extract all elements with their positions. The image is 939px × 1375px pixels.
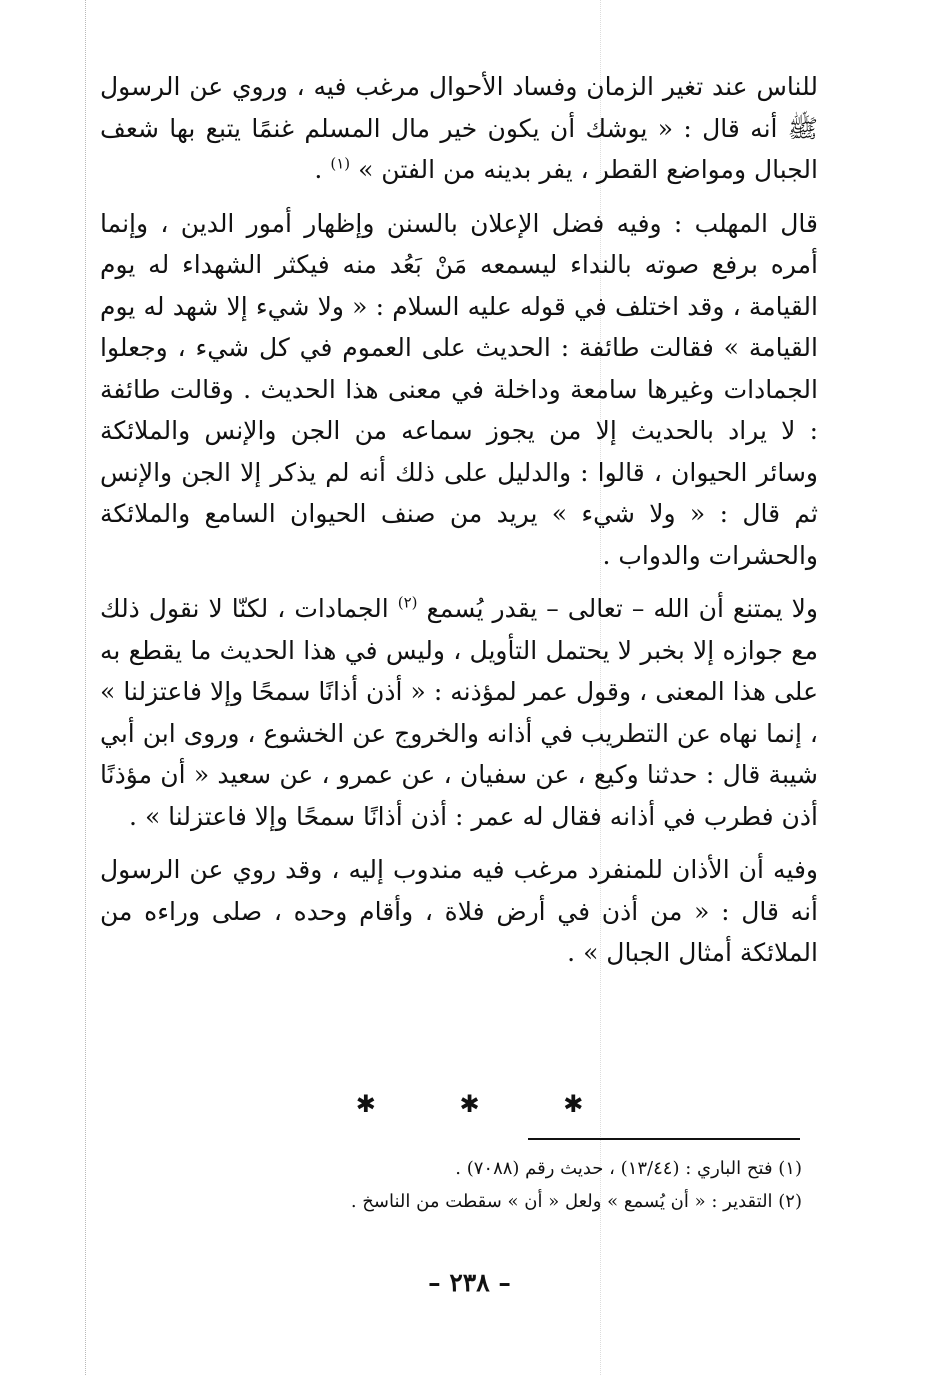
paragraph-3-text-rest: الجمادات ، لكنّا لا نقول ذلك مع جوازه إلا بخبر لا يحتمل التأويل ، وليس في هذا الحديث ما يقطع به على هذا المعنى ، وقول عمر لمؤذنه : « أذن أذانًا سمحًا وإلا فاعتزلنا » ، إنما نهاه عن التطريب في أذانه والخروج عن الخشوع ، وروى ابن أبي شيبة قال : حدثنا وكيع ، عن سفيان ، عن عمرو ، عن سعيد « أن مؤذنًا أذن فطرب في أذانه فقال له عمر : أذن أذانًا سمحًا وإلا فاعتزلنا » . — [100, 594, 818, 831]
star-icon: ✱ — [563, 1090, 584, 1118]
paragraph-3-text-start: ولا يمتنع أن الله – تعالى – يقدر يُسمع — [426, 594, 818, 623]
section-separator — [0, 1090, 939, 1118]
star-icon: ✱ — [459, 1090, 480, 1118]
paragraph-2-text: قال المهلب : وفيه فضل الإعلان بالسنن وإظهار أمور الدين ، وإنما أمره برفع صوته بالنداء ليسمعه مَنْ بَعُد منه فيكثر الشهداء له يوم القيامة ، وقد اختلف في قوله عليه السلام : « ولا شيء إلا شهد له يوم القيامة » فقالت طائفة : الحديث على العموم في كل شيء ، وجعلوا الجمادات وغيرها سامعة وداخلة في معنى هذا الحديث . وقالت طائفة : لا يراد بالحديث إلا من يجوز سماعه من الجن والإنس والملائكة وسائر الحيوان ، قالوا : والدليل على ذلك أنه لم يذكر إلا الجن والإنس ثم قال : « ولا شيء » يريد من صنف الحيوان السامع والملائكة والحشرات والدواب . — [100, 208, 818, 570]
paragraph-2 — [100, 203, 818, 577]
paragraph-3 — [100, 588, 818, 837]
main-text — [100, 66, 818, 974]
footnote-2: (٢) التقدير : « أن يُسمع » ولعل « أن » سقطت من الناسخ . — [350, 1191, 802, 1212]
paragraph-1-end: . — [314, 155, 323, 184]
footnote-1: (١) فتح الباري : (١٣/٤٤) ، حديث رقم (٧٠٨٨) . — [455, 1158, 802, 1179]
page-number: – ٢٣٨ – — [428, 1268, 511, 1297]
paragraph-1-text: للناس عند تغير الزمان وفساد الأحوال مرغب فيه ، وروي عن الرسول ﷺ أنه قال : « يوشك أن يكون خير مال المسلم غنمًا يتبع بها شعف الجبال ومواضع القطر ، يفر بدينه من الفتن » — [100, 72, 818, 184]
paragraph-1 — [100, 66, 818, 191]
footnotes — [100, 1152, 802, 1218]
footnote-ref-2[interactable]: (٢) — [397, 593, 418, 612]
star-icon: ✱ — [355, 1090, 376, 1118]
footnote-ref-1[interactable]: (١) — [330, 154, 351, 173]
footnote-divider — [528, 1138, 800, 1140]
paragraph-4 — [100, 849, 818, 974]
scan-edge-line — [85, 0, 86, 1375]
paragraph-4-text: وفيه أن الأذان للمنفرد مرغب فيه مندوب إليه ، وقد روي عن الرسول أنه قال : « من أذن في أرض فلاة ، وأقام وحده ، صلى وراءه من الملائكة أمثال الجبال » . — [100, 855, 818, 967]
